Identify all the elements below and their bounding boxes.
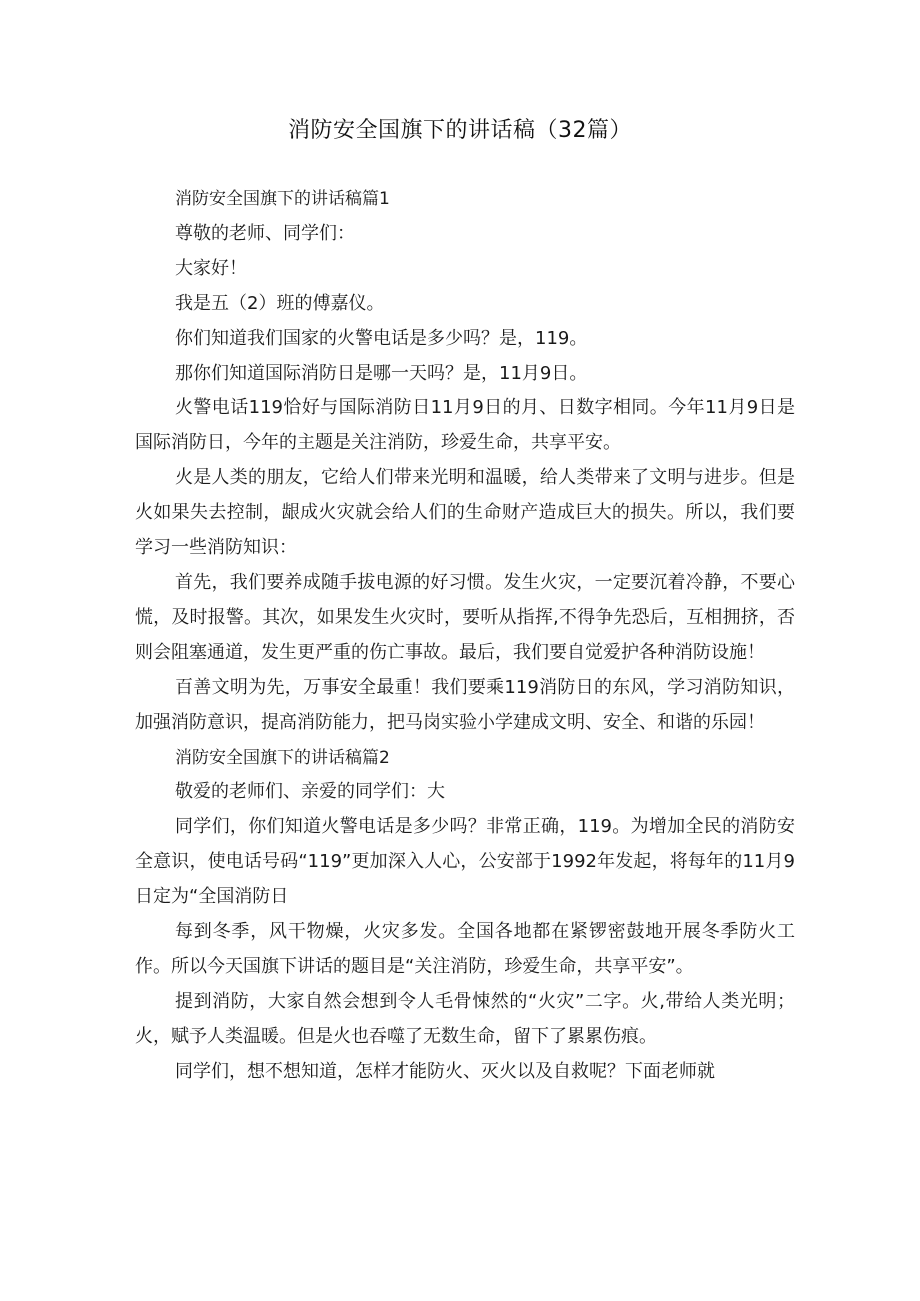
paragraph: 敬爱的老师们、亲爱的同学们：大: [175, 781, 445, 803]
paragraph: 每到冬季，风干物燥，火灾多发。全国各地都在紧锣密鼓地开展冬季防火工作。所以今天国旗下讲话的题目是“关注消防，珍爱生命，共享平安”。: [135, 921, 795, 977]
paragraph: 你们知道我们国家的火警电话是多少吗？是，119。: [175, 327, 588, 349]
paragraph: 百善文明为先，万事安全最重！我们要乘119消防日的东风，学习消防知识，加强消防意识，提高消防能力，把马岗实验小学建成文明、安全、和谐的乐园！: [135, 676, 795, 733]
paragraph: 我是五（2）班的傅嘉仪。: [175, 292, 385, 314]
paragraph: 尊敬的老师、同学们：: [175, 222, 355, 244]
paragraph: 大家好！: [175, 257, 247, 279]
paragraph: 同学们，你们知道火警电话是多少吗？非常正确，119。为增加全民的消防安全意识，使电话号码“119”更加深入人心，公安部于1992年发起，将每年的11月9日定为“全国消防日: [135, 816, 795, 908]
paragraph: 提到消防，大家自然会想到令人毛骨悚然的“火灾”二字。火,带给人类光明；火，赋予人类温暖。但是火也吞噬了无数生命，留下了累累伤痕。: [135, 990, 795, 1047]
document-body: [135, 182, 795, 1090]
paragraph: 那你们知道国际消防日是哪一天吗？是，11月9日。: [175, 362, 588, 384]
document-title: 消防安全国旗下的讲话稿（32篇）: [288, 118, 632, 143]
section-heading: 消防安全国旗下的讲话稿篇2: [175, 747, 390, 768]
paragraph: 同学们，想不想知道，怎样才能防火、灭火以及自救呢？下面老师就: [175, 1060, 715, 1082]
section-heading: 消防安全国旗下的讲话稿篇1: [175, 189, 390, 209]
paragraph: 首先，我们要养成随手拔电源的好习惯。发生火灾，一定要沉着冷静，不要心慌，及时报警。其次，如果发生火灾时，要听从指挥,不得争先恐后，互相拥挤，否则会阻塞通道，发生更严重的伤亡事故。最后，我们要自觉爱护各种消防设施！: [135, 571, 795, 663]
paragraph: 火是人类的朋友，它给人们带来光明和温暖，给人类带来了文明与进步。但是火如果失去控制，龈成火灾就会给人们的生命财产造成巨大的损失。所以，我们要学习一些消防知识：: [135, 467, 795, 559]
paragraph: 火警电话119恰好与国际消防日11月9日的月、日数字相同。今年11月9日是国际消防日，今年的主题是关注消防，珍爱生命，共享平安。: [135, 397, 795, 454]
